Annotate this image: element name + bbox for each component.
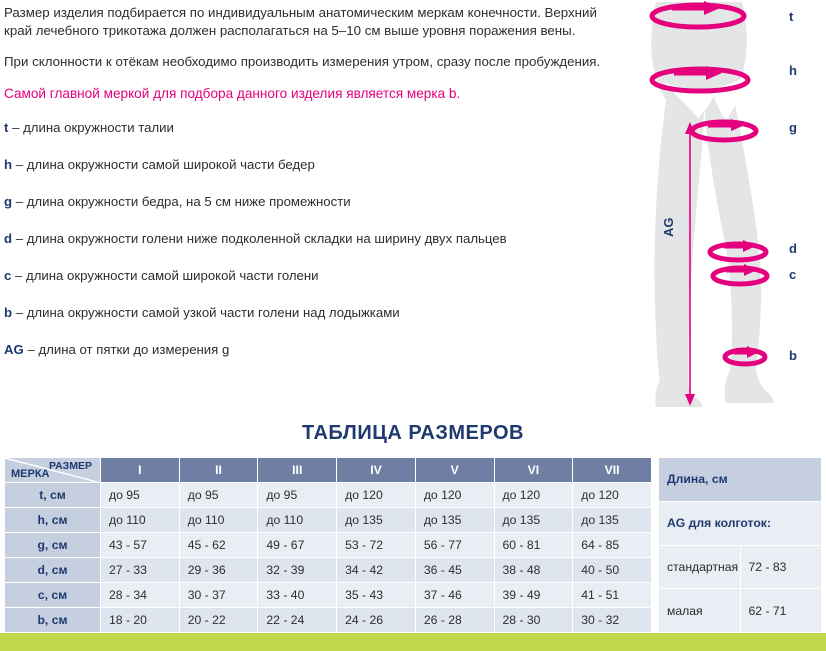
table-row [5,483,652,508]
corner-size-label: РАЗМЕР [49,460,92,472]
figure-label-g: g [789,120,797,135]
figure-label-ag: AG [661,217,676,237]
cell-b-6: 28 - 30 [494,608,573,633]
legend-key-t: t [4,119,9,135]
length-table-subheader: AG для колготок: [659,501,822,545]
column-header-2: II [179,458,258,483]
column-header-6: VI [494,458,573,483]
figure-label-c: c [789,267,797,282]
table-corner-cell [5,458,101,483]
cell-h-6: до 135 [494,508,573,533]
legend-key-b: b [4,304,13,320]
length-row-value-small: 62 - 71 [740,589,822,633]
table-row [659,589,822,633]
cell-g-4: 53 - 72 [337,533,416,558]
cell-b-4: 24 - 26 [337,608,416,633]
cell-b-5: 26 - 28 [415,608,494,633]
legend-text-b: – длина окружности самой узкой части голени над лодыжками [12,304,400,320]
length-header-row [659,458,822,502]
table-row [5,533,652,558]
cell-d-1: 27 - 33 [101,558,180,583]
cell-b-3: 22 - 24 [258,608,337,633]
column-header-3: III [258,458,337,483]
column-header-4: IV [337,458,416,483]
cell-g-2: 45 - 62 [179,533,258,558]
legend-key-g: g [4,193,13,209]
legend-text-ag: – длина от пятки до измерения g [23,341,230,357]
cell-g-3: 49 - 67 [258,533,337,558]
row-label-g: g, см [5,533,101,558]
cell-t-5: до 120 [415,483,494,508]
tables-section [0,457,826,633]
figure-label-d: d [789,241,797,256]
legend-key-ag: AG [4,341,24,357]
legend-item-d [4,230,604,248]
description-column [4,4,604,378]
legend-text-t: – длина окружности талии [8,119,174,135]
cell-c-5: 37 - 46 [415,583,494,608]
figure-label-b: b [789,348,797,363]
cell-h-3: до 110 [258,508,337,533]
cell-c-3: 33 - 40 [258,583,337,608]
column-header-5: V [415,458,494,483]
cell-h-2: до 110 [179,508,258,533]
cell-g-1: 43 - 57 [101,533,180,558]
cell-t-4: до 120 [337,483,416,508]
measurement-diagram [604,0,826,412]
cell-d-3: 32 - 39 [258,558,337,583]
cell-c-6: 39 - 49 [494,583,573,608]
cell-d-4: 34 - 42 [337,558,416,583]
column-header-7: VII [573,458,652,483]
length-table [658,457,822,633]
cell-b-1: 18 - 20 [101,608,180,633]
cell-t-1: до 95 [101,483,180,508]
cell-h-4: до 135 [337,508,416,533]
row-label-d: d, см [5,558,101,583]
legend-item-t [4,119,604,137]
cell-h-7: до 135 [573,508,652,533]
cell-t-7: до 120 [573,483,652,508]
cell-d-7: 40 - 50 [573,558,652,583]
legend-item-g [4,193,604,211]
size-table [4,457,652,633]
cell-h-1: до 110 [101,508,180,533]
figure-label-t: t [789,9,794,24]
cell-d-5: 36 - 45 [415,558,494,583]
table-row [5,508,652,533]
cell-d-2: 29 - 36 [179,558,258,583]
legend-key-c: c [4,267,12,283]
legend-item-b [4,304,604,322]
intro-paragraph-2: При склонности к отёкам необходимо производить измерения утром, сразу после пробуждения. [4,54,601,69]
column-header-1: I [101,458,180,483]
length-table-header: Длина, см [659,458,822,502]
legend-item-h [4,156,604,174]
cell-t-2: до 95 [179,483,258,508]
cell-c-4: 35 - 43 [337,583,416,608]
cell-t-6: до 120 [494,483,573,508]
legend-key-h: h [4,156,13,172]
table-row [5,608,652,633]
table-row [5,583,652,608]
cell-c-2: 30 - 37 [179,583,258,608]
length-row-value-standard: 72 - 83 [740,545,822,589]
row-label-b: b, см [5,608,101,633]
legend-text-g: – длина окружности бедра, на 5 см ниже промежности [12,193,351,209]
cell-g-6: 60 - 81 [494,533,573,558]
cell-d-6: 38 - 48 [494,558,573,583]
cell-b-2: 20 - 22 [179,608,258,633]
cell-g-5: 56 - 77 [415,533,494,558]
legend-key-d: d [4,230,13,246]
legend-item-ag [4,341,604,359]
body-silhouette [651,2,773,407]
cell-h-5: до 135 [415,508,494,533]
key-measurement-note: Самой главной меркой для подбора данного изделия является мерка b. [4,85,461,101]
legend-text-h: – длина окружности самой широкой части бедер [12,156,315,172]
footer-accent-bar [0,633,826,651]
row-label-c: c, см [5,583,101,608]
legend-text-d: – длина окружности голени ниже подколенной складки на ширину двух пальцев [12,230,507,246]
legend-text-c: – длина окружности самой широкой части голени [11,267,319,283]
corner-mark-label: МЕРКА [11,468,50,480]
table-header-row [5,458,652,483]
cell-t-3: до 95 [258,483,337,508]
row-label-h: h, см [5,508,101,533]
page-title: ТАБЛИЦА РАЗМЕРОВ [302,422,524,444]
cell-c-1: 28 - 34 [101,583,180,608]
legend-item-c [4,267,604,285]
row-label-t: t, см [5,483,101,508]
length-subheader-row [659,501,822,545]
table-row [659,545,822,589]
length-row-label-small: малая [659,589,741,633]
cell-c-7: 41 - 51 [573,583,652,608]
cell-b-7: 30 - 32 [573,608,652,633]
table-row [5,558,652,583]
figure-label-h: h [789,63,797,78]
cell-g-7: 64 - 85 [573,533,652,558]
length-row-label-standard: стандартная [659,545,741,589]
intro-paragraph-1: Размер изделия подбирается по индивидуальным анатомическим меркам конечности. Верхний край лечебного трикотажа должен располагаться на 5–10 см выше уровня поражения вены. [4,5,597,38]
